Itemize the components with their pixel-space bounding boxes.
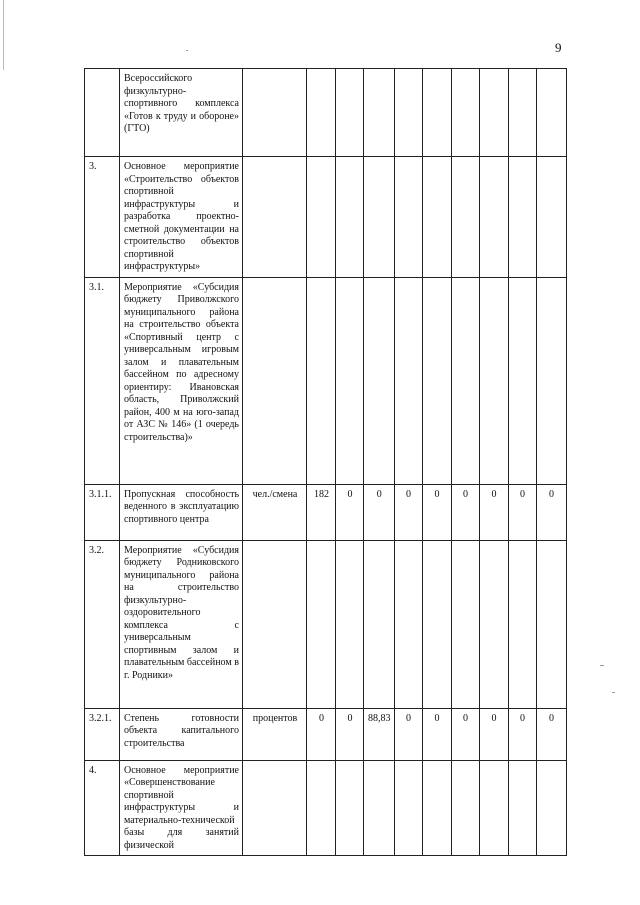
table-row <box>85 708 567 760</box>
value-cell: 0 <box>479 484 508 540</box>
row-description: Основное мероприятие «Строительство объектов спортивной инфраструктуры и разработка проектно-сметной документации на строительство объектов спортивной инфраструктуры» <box>120 157 243 278</box>
value-cell <box>451 760 479 856</box>
row-number: 3.1.1. <box>85 484 120 540</box>
value-cell <box>336 540 364 708</box>
row-description: Пропускная способность веденного в эксплуатацию спортивного центра <box>120 484 243 540</box>
value-cell <box>479 760 508 856</box>
value-cell <box>394 760 422 856</box>
unit-cell: чел./смена <box>243 484 307 540</box>
value-cell: 0 <box>336 708 364 760</box>
value-cell: 0 <box>479 708 508 760</box>
value-cell <box>364 760 395 856</box>
row-number: 4. <box>85 760 120 856</box>
unit-cell <box>243 157 307 278</box>
row-number: 3. <box>85 157 120 278</box>
value-cell <box>364 157 395 278</box>
value-cell: 88,83 <box>364 708 395 760</box>
value-cell <box>364 69 395 157</box>
value-cell <box>307 540 336 708</box>
value-cell <box>336 277 364 484</box>
unit-cell: процентов <box>243 708 307 760</box>
scan-edge-line <box>3 0 4 70</box>
value-cell <box>307 157 336 278</box>
row-number: 3.2.1. <box>85 708 120 760</box>
value-cell <box>508 540 536 708</box>
value-cell: 0 <box>508 708 536 760</box>
value-cell <box>336 157 364 278</box>
value-cell <box>536 540 566 708</box>
scan-mark <box>186 50 188 51</box>
table-row <box>85 69 567 157</box>
value-cell <box>336 69 364 157</box>
value-cell <box>422 69 451 157</box>
unit-cell <box>243 540 307 708</box>
scan-mark <box>612 692 615 693</box>
unit-cell <box>243 69 307 157</box>
value-cell <box>451 69 479 157</box>
value-cell <box>508 277 536 484</box>
table-row <box>85 760 567 856</box>
value-cell <box>536 69 566 157</box>
value-cell <box>508 760 536 856</box>
value-cell: 0 <box>422 708 451 760</box>
page-number: 9 <box>555 40 562 55</box>
row-description: Степень готовности объекта капитального строительства <box>120 708 243 760</box>
value-cell <box>422 540 451 708</box>
value-cell <box>536 760 566 856</box>
table-row <box>85 277 567 484</box>
table-row <box>85 484 567 540</box>
value-cell: 0 <box>451 708 479 760</box>
value-cell <box>451 540 479 708</box>
table-row <box>85 157 567 278</box>
value-cell <box>479 277 508 484</box>
value-cell: 182 <box>307 484 336 540</box>
value-cell: 0 <box>307 708 336 760</box>
value-cell <box>508 157 536 278</box>
value-cell: 0 <box>422 484 451 540</box>
value-cell <box>394 69 422 157</box>
value-cell <box>307 277 336 484</box>
value-cell <box>536 277 566 484</box>
value-cell <box>451 157 479 278</box>
value-cell <box>336 760 364 856</box>
row-number: 3.1. <box>85 277 120 484</box>
value-cell <box>422 277 451 484</box>
value-cell: 0 <box>451 484 479 540</box>
value-cell <box>479 69 508 157</box>
table-row <box>85 540 567 708</box>
value-cell <box>394 157 422 278</box>
value-cell <box>364 540 395 708</box>
value-cell: 0 <box>336 484 364 540</box>
value-cell <box>536 157 566 278</box>
value-cell: 0 <box>394 484 422 540</box>
value-cell <box>422 760 451 856</box>
value-cell <box>422 157 451 278</box>
row-description: Мероприятие «Субсидия бюджету Приволжского муниципального района на строительство объекта «Спортивный центр с универсальным игровым залом и плавательным бассейном по адресному ориентиру: Ивановская область, Приволжский район, 400 м на юго-запад от АЗС № 146» (1 очередь строительства)» <box>120 277 243 484</box>
value-cell <box>307 760 336 856</box>
unit-cell <box>243 760 307 856</box>
value-cell: 0 <box>536 484 566 540</box>
value-cell <box>479 540 508 708</box>
row-description: Мероприятие «Субсидия бюджету Родниковского муниципального района на строительство физкультурно-оздоровительного комплекса с универсальным спортивным залом и плавательным бассейном в г. Родники» <box>120 540 243 708</box>
row-description: Всероссийского физкультурно-спортивного комплекса «Готов к труду и обороне» (ГТО) <box>120 69 243 157</box>
unit-cell <box>243 277 307 484</box>
value-cell: 0 <box>364 484 395 540</box>
indicators-table <box>84 68 567 856</box>
row-number <box>85 69 120 157</box>
row-number: 3.2. <box>85 540 120 708</box>
value-cell: 0 <box>394 708 422 760</box>
value-cell: 0 <box>508 484 536 540</box>
scan-mark <box>600 665 604 666</box>
value-cell <box>394 277 422 484</box>
row-description: Основное мероприятие «Совершенствование спортивной инфраструктуры и материально-технической базы для занятий физической <box>120 760 243 856</box>
value-cell <box>364 277 395 484</box>
value-cell <box>451 277 479 484</box>
value-cell <box>307 69 336 157</box>
value-cell: 0 <box>536 708 566 760</box>
value-cell <box>394 540 422 708</box>
value-cell <box>508 69 536 157</box>
value-cell <box>479 157 508 278</box>
